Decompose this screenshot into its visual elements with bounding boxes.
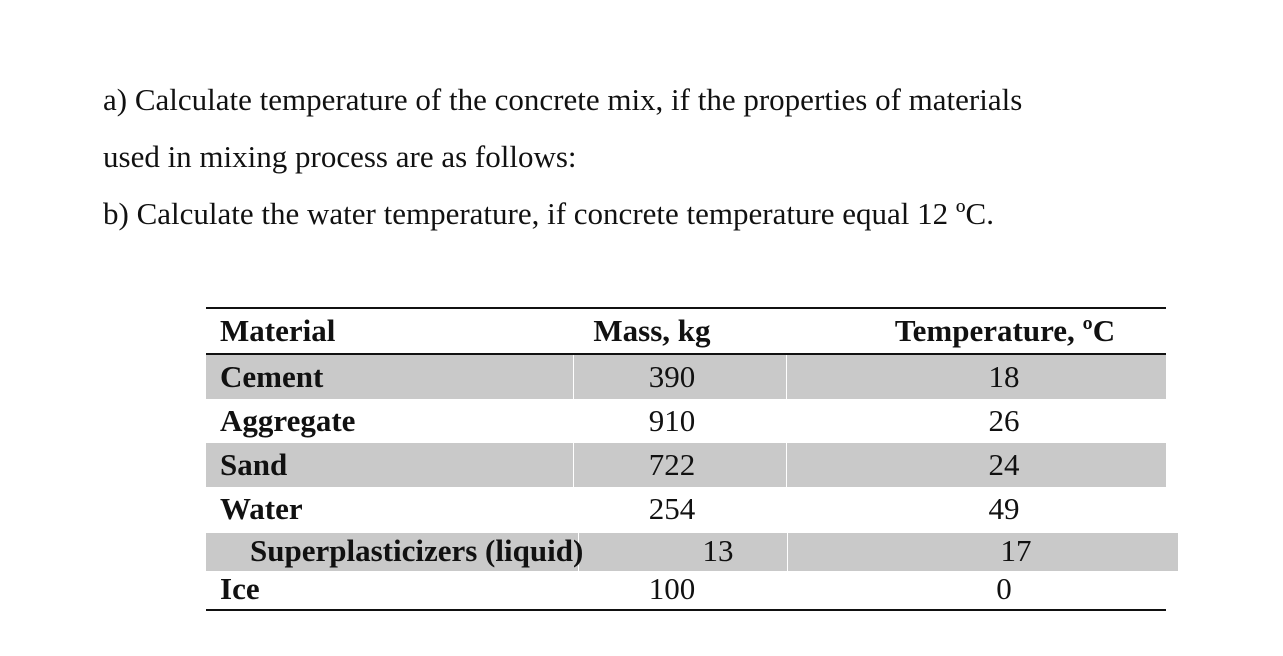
question-a-line-1: a) Calculate temperature of the concrete mix, if the properties of materials [103,82,1023,117]
table-row [206,399,1166,443]
cell-material: Aggregate [220,403,356,438]
table-row [206,571,1166,609]
cell-mass: 254 [648,491,696,526]
cell-temperature: 49 [988,491,1020,526]
cell-material: Water [220,491,303,526]
table-row [206,487,1166,531]
cell-temperature: 18 [988,359,1020,394]
header-mass: Mass, kg [593,313,711,348]
cell-temperature: 26 [988,403,1020,438]
cell-mass: 13 [702,533,734,568]
cell-material: Cement [220,359,324,394]
cell-mass: 722 [648,447,696,482]
header-material: Material [220,313,336,348]
table-bottom-rule [206,609,1166,611]
cell-mass: 390 [648,359,696,394]
cell-material: Superplasticizers (liquid) [250,533,583,568]
cell-temperature: 17 [1000,533,1032,568]
question-b: b) Calculate the water temperature, if concrete temperature equal 12 ºC. [103,196,994,231]
cell-mass: 910 [648,403,696,438]
table-row [206,533,1178,571]
cell-temperature: 24 [988,447,1020,482]
header-temperature: Temperature, ºC [894,313,1116,348]
cell-mass: 100 [648,571,696,606]
table-row [206,443,1166,487]
cell-material: Sand [220,447,288,482]
question-a-line-2: used in mixing process are as follows: [103,139,577,174]
cell-material: Ice [220,571,260,606]
table-row [206,355,1166,399]
cell-temperature: 0 [996,571,1012,606]
table-header-row [206,309,1166,353]
